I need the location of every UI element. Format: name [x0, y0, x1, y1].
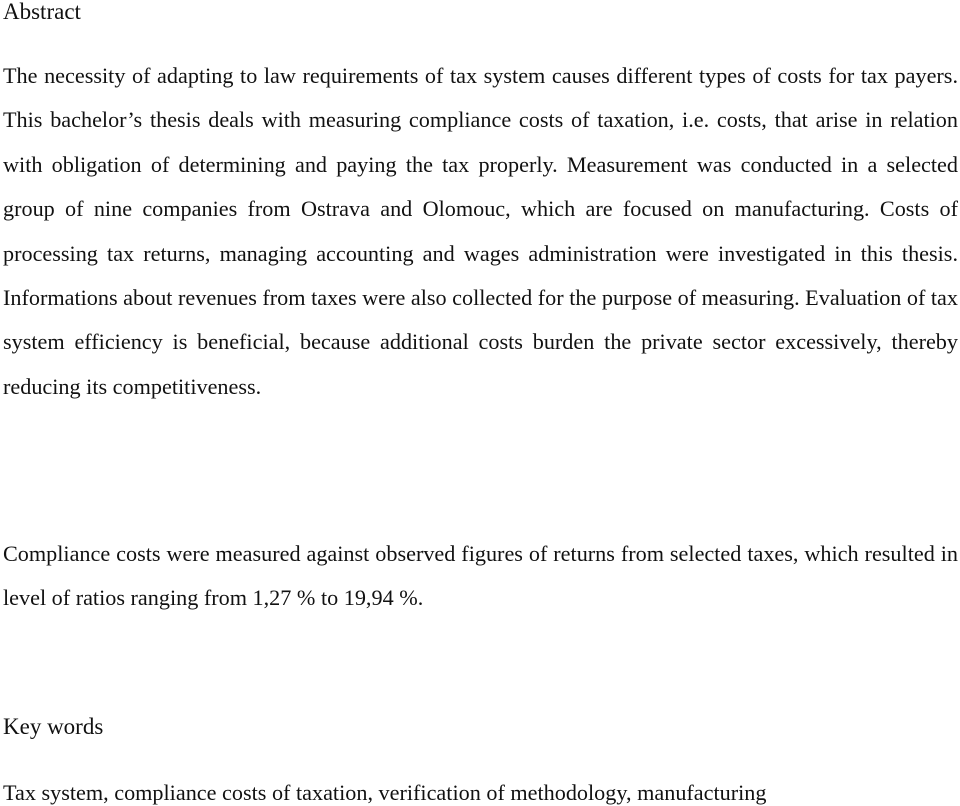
abstract-paragraph-1: The necessity of adapting to law requirements of tax system causes different types of costs for tax payers. This bachelor’s thesis deals with measuring compliance costs of taxation, i.e. costs, that arise in relation with obligation of determining and paying the tax properly. Measurement was conducted in a selected group of nine companies from Ostrava and Olomouc, which are focused on manufacturing. Costs of processing tax returns, managing accounting and wages administration were investigated in this thesis. Informations about revenues from taxes were also collected for the purpose of measuring. Evaluation of tax system efficiency is beneficial, because additional costs burden the private sector excessively, thereby reducing its competitiveness. [3, 63, 958, 399]
keywords-heading: Key words [3, 714, 104, 739]
abstract-heading: Abstract [3, 0, 81, 24]
abstract-paragraph-2: Compliance costs were measured against observed figures of returns from selected taxes, which resulted in level of ratios ranging from 1,27 % to 19,94 %. [3, 541, 958, 611]
keywords-text: Tax system, compliance costs of taxation, verification of methodology, manufacturing [3, 780, 767, 805]
